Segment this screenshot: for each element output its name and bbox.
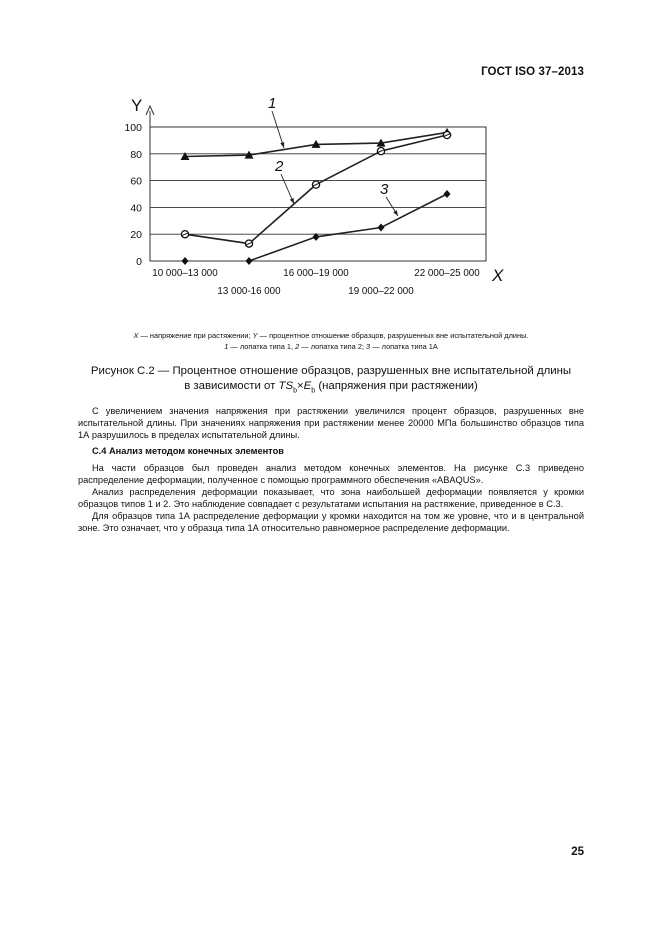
y-tick-label: 40 (130, 202, 142, 215)
series-1-callout-leader (272, 111, 284, 148)
figure-caption-line-1: Рисунок С.2 — Процентное отношение образцов, разрушенных вне испытательной длины (90, 365, 572, 377)
series-1-callout-label: 1 (268, 95, 277, 112)
y-symbol: Y (252, 331, 258, 340)
times-sign: × (297, 380, 304, 392)
e-subscript: b (311, 387, 316, 395)
series-1-description: — лопатка типа 1, (228, 342, 296, 351)
ts-symbol: TS (278, 380, 294, 392)
series-3-callout-arrowhead (393, 210, 398, 216)
line-chart (0, 0, 662, 310)
series-2-symbol: 2 (295, 342, 300, 351)
series-3-callout-label: 3 (380, 181, 389, 198)
paragraph-4: Для образцов типа 1А распределение деформации у кромки находится на том же уровне, что и в центральной зоне. Это означает, что у образца типа 1А относительно равномерное распределение деформации. (78, 511, 584, 533)
series-2-description: — лопатка типа 2; (299, 342, 367, 351)
series-3-symbol: 3 (366, 342, 371, 351)
x-axis-letter: X (492, 266, 504, 285)
y-tick-label: 100 (124, 122, 142, 134)
ts-subscript: b (293, 387, 297, 395)
chart-legend-line-2 (60, 341, 602, 353)
page-number: 25 (571, 846, 584, 858)
chart-axes (146, 106, 154, 127)
x-tick-label: 22 000–25 000 (414, 268, 480, 279)
e-symbol: E (303, 380, 312, 392)
chart-series (181, 128, 452, 265)
series-3-description: — лопатка типа 1А (370, 342, 438, 351)
paragraph-3: Анализ распределения деформации показывает, что зона наибольшей деформации появляется у кромки образцов типов 1 и 2. Это наблюдение совпадает с результатами испытания на растяжение, приведенное в С.3. (78, 487, 584, 509)
y-tick-label: 80 (130, 148, 142, 161)
series-3-point (378, 224, 385, 232)
y-tick-label: 0 (136, 256, 142, 268)
x-description: — напряжение при растяжении; (138, 331, 253, 340)
section-heading: С.4 Анализ методом конечных элементов (92, 446, 284, 456)
series-1-symbol: 1 (224, 342, 229, 351)
figure-caption (60, 364, 602, 398)
x-tick-label: 13 000-16 000 (217, 286, 281, 297)
figure-caption-line-2: в зависимости от $TS_b\times E_b$ (напряжения при растяжении) (184, 380, 478, 395)
series-3-point (182, 257, 189, 265)
x-tick-label: 19 000–22 000 (348, 286, 414, 297)
y-description: — процентное отношение образцов, разрушенных вне испытательной длины. (257, 331, 529, 340)
document-code: ГОСТ ISO 37–2013 (481, 66, 584, 78)
series-2-line (185, 135, 447, 244)
series-3-point (246, 257, 253, 265)
y-axis-letter: Y (131, 96, 143, 115)
y-tick-label: 20 (130, 229, 142, 242)
x-tick-label: 16 000–19 000 (283, 268, 349, 279)
series-2-callout-label: 2 (275, 158, 284, 175)
series-3-line (249, 194, 447, 261)
series-3-point (444, 190, 451, 198)
paragraph-1: С увеличением значения напряжения при растяжении увеличился процент образцов, разрушенных вне испытательной длины. При значениях напряжения при растяжении менее 20000 МПа большинство образцов типа 1А разрушилось в пределах испытательной длины. (78, 406, 584, 440)
x-symbol: X (133, 331, 139, 340)
x-tick-label: 10 000–13 000 (152, 268, 218, 279)
paragraph-2: На части образцов был проведен анализ методом конечных элементов. На рисунке С.3 приведено распределение деформации, полученное с помощью программного обеспечения «ABAQUS». (78, 463, 584, 485)
series-2-callout-arrowhead (290, 198, 294, 204)
series-1-callout-arrowhead (280, 142, 284, 148)
y-tick-label: 60 (130, 175, 142, 188)
